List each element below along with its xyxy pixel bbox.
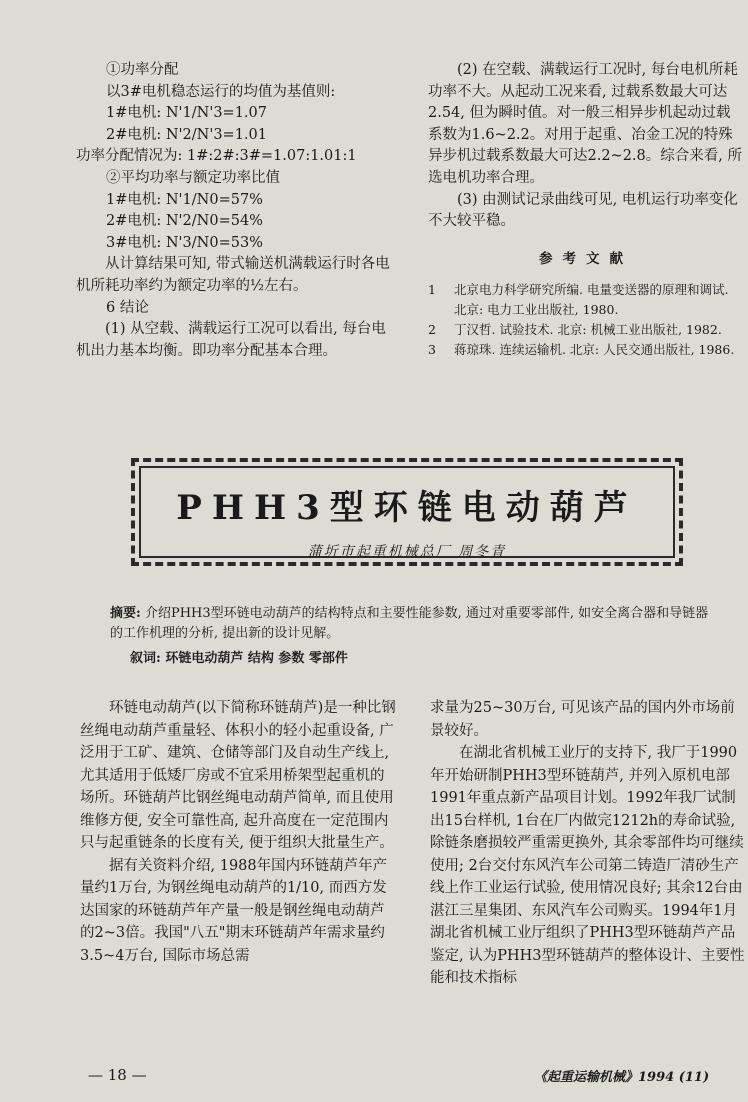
text-line: 2#电机: N'2/N'3=1.01 [106, 126, 267, 143]
abstract [110, 604, 710, 644]
text-line: 以3#电机稳态运行的均值为基值则: [106, 83, 336, 100]
text-line: (1) 从空载、满载运行工况可以看出, 每台电机出力基本均衡。即功率分配基本合理。 [76, 321, 386, 359]
reference-number: 3 [428, 342, 436, 358]
text-line: 3#电机: N'3/N0=53% [106, 234, 263, 251]
reference-number: 1 [428, 282, 436, 298]
conclusion-paragraph-2: (2) 在空载、满载运行工况时, 每台电机所耗功率不大。从起动工况来看, 过载系数最大可达2.54, 但为瞬时值。对一般三相异步机起动过载系数为1.6~2.2。对用于起重、冶金工况的特殊异步机过载系数最大可达2.2~2.8。综合来看, 所选电机功率合理。 [428, 62, 742, 186]
text-line: 1#电机: N'1/N0=57% [106, 191, 263, 208]
reference-text: 北京电力科学研究所编. 电量变送器的原理和调试. 北京: 电力工业出版社, 1980. [454, 282, 729, 318]
text-line: 2#电机: N'2/N0=54% [106, 213, 263, 230]
body-left-column [80, 697, 396, 967]
text-line: ②平均功率与额定功率比值 [106, 169, 280, 186]
body-right-column [430, 697, 746, 990]
top-right-column [428, 60, 744, 360]
reference-text: 蒋琼珠. 连续运输机. 北京: 人民交通出版社, 1986. [454, 342, 735, 358]
text-line: ①功率分配 [106, 62, 179, 78]
article-title: PHH3型环链电动葫芦 [176, 488, 638, 528]
body-paragraph: 在湖北省机械工业厅的支持下, 我厂于1990年开始研制PHH3型环链葫芦, 并列入原机电部1991年重点新产品项目计划。1992年我厂试制出15台样机, 1台在厂内做完1212h的寿命试验, 除链条磨损较严重需更换外, 其余零部件均可继续使用; 2台交付东风汽车公司第二铸造厂清砂生产线上作工业运行试验, 使用情况良好; 其余12台由湛江三星集团、东风汽车公司购买。1994年1月湖北省机械工业厅组织了PHH3型环链葫芦产品鉴定, 认为PHH3型环链葫芦的整体设计、主要性能和技术指标 [430, 745, 745, 986]
journal-citation: 《起重运输机械》1994 (11) [534, 1070, 710, 1085]
keywords-label: 叙词: [130, 651, 161, 666]
references-list [428, 280, 744, 360]
reference-item [428, 320, 744, 340]
top-left-column [76, 60, 392, 362]
text-line: 1#电机: N'1/N'3=1.07 [106, 105, 267, 122]
keywords [130, 647, 720, 666]
reference-text: 丁汉哲. 试验技术. 北京: 机械工业出版社, 1982. [454, 322, 722, 338]
reference-item [428, 340, 744, 360]
body-paragraph: 据有关资料介绍, 1988年国内环链葫芦年产量约1万台, 为钢丝绳电动葫芦的1/10, 而西方发达国家的环链葫芦年产量一般是钢丝绳电动葫芦的2~3倍。我国"八五"期末环链葫芦年需求量约3.5~4万台, 国际市场总需 [80, 857, 388, 964]
page-number: — 18 — [88, 1066, 147, 1084]
reference-item [428, 280, 744, 320]
conclusion-paragraph-3: (3) 由测试记录曲线可见, 电机运行功率变化不大较平稳。 [428, 191, 738, 230]
article-author: 蒲圻市起重机械总厂 周冬青 [307, 544, 507, 560]
body-paragraph: 环链电动葫芦(以下简称环链葫芦)是一种比钢丝绳电动葫芦重量轻、体积小的轻小起重设备, 广泛用于工矿、建筑、仓储等部门及自动生产线上, 尤其适用于低矮厂房或不宜采用桥架型起重机的场所。环链葫芦比钢丝绳电动葫芦简单, 而且使用维修方便, 安全可靠性高, 起升高度在一定范围内只与起重链条的长度有关, 便于组织大批量生产。 [80, 700, 396, 851]
reference-number: 2 [428, 322, 436, 338]
text-line: 6 结论 [106, 299, 149, 316]
abstract-label: 摘要: [110, 606, 141, 621]
body-paragraph: 求量为25~30万台, 可见该产品的国内外市场前景较好。 [430, 700, 735, 739]
abstract-text: 介绍PHH3型环链电动葫芦的结构特点和主要性能参数, 通过对重要零部件, 如安全离合器和导链器的工作机理的分析, 提出新的设计见解。 [110, 606, 709, 641]
text-line: 从计算结果可知, 带式输送机满载运行时各电机所耗功率约为额定功率的½左右。 [76, 256, 390, 294]
keywords-text: 环链电动葫芦 结构 参数 零部件 [165, 651, 348, 666]
text-line: 功率分配情况为: 1#:2#:3#=1.07:1.01:1 [76, 148, 357, 165]
references-heading: 参考文献 [539, 250, 633, 267]
